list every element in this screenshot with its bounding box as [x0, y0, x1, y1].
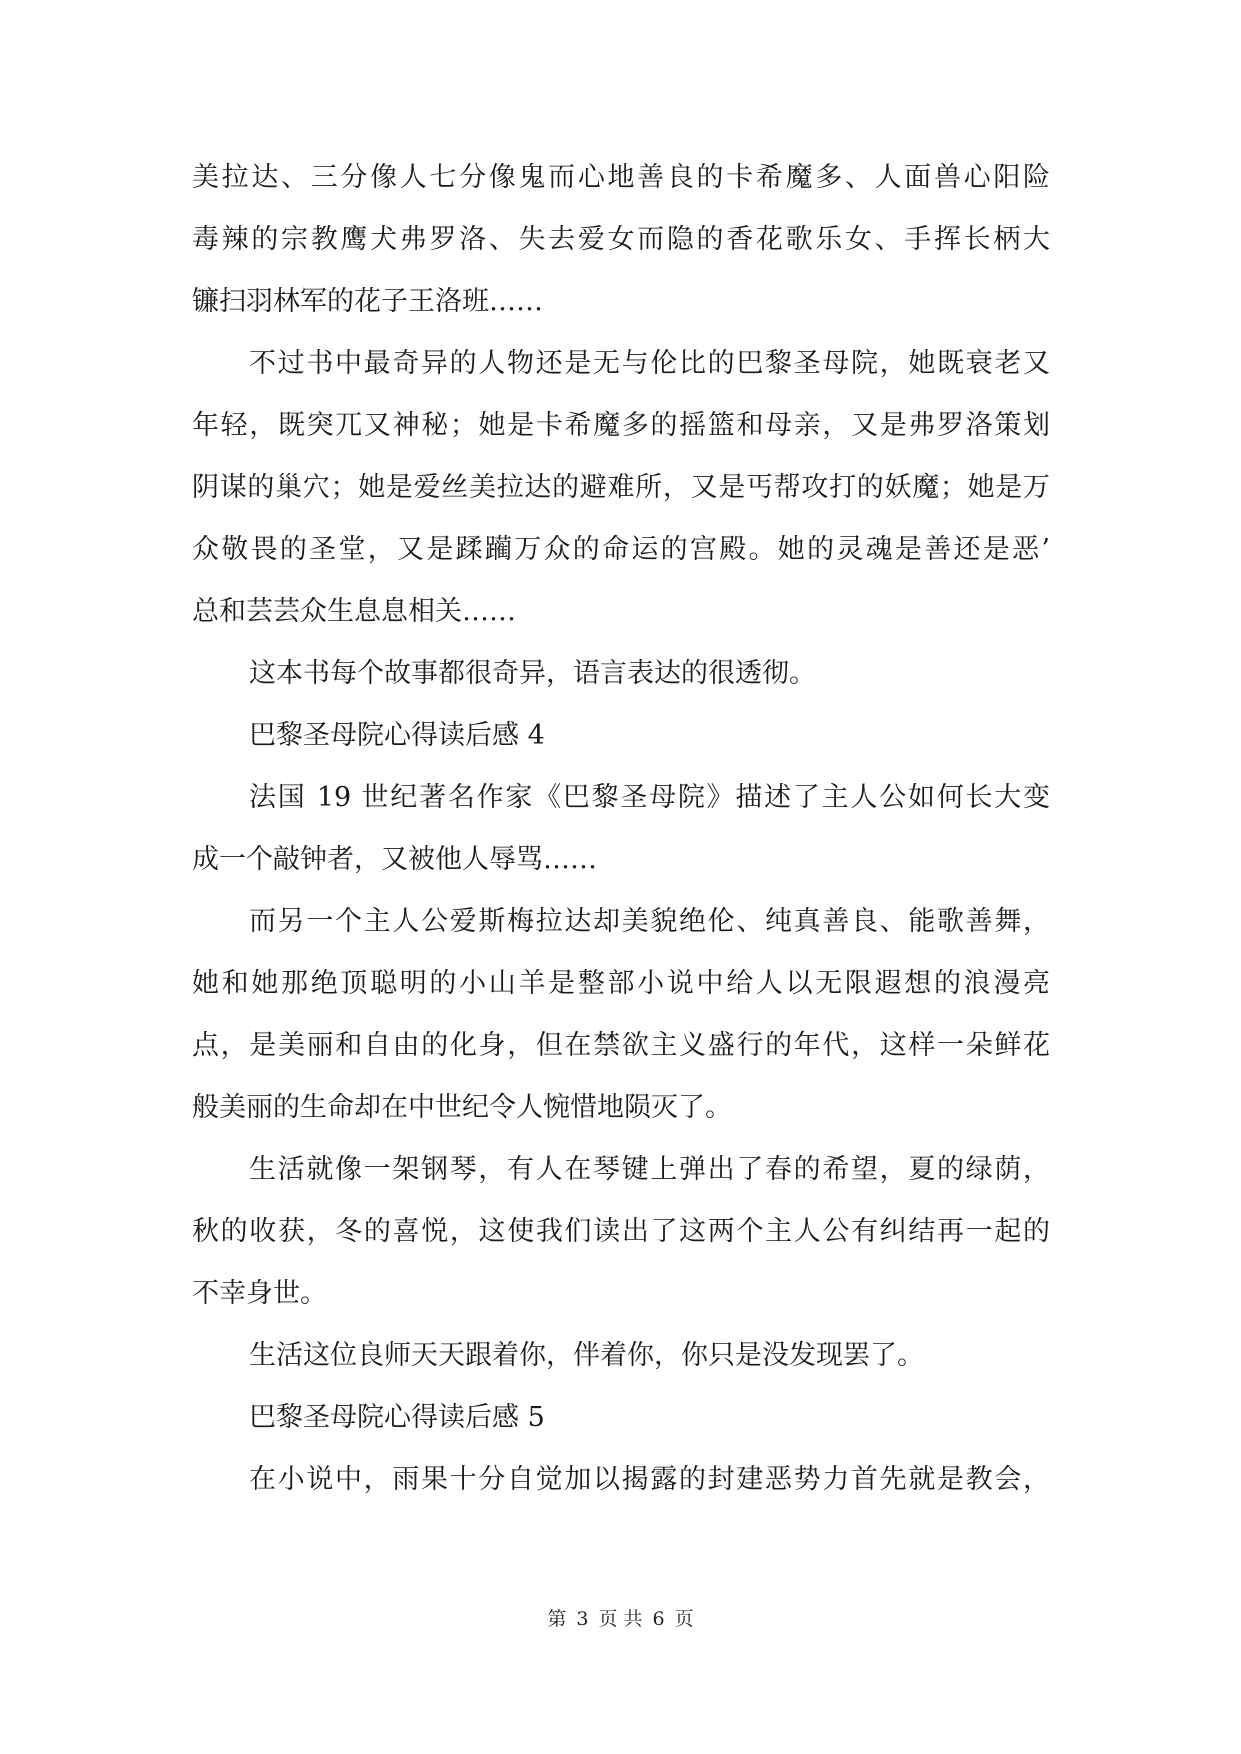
text-line-8: 总和芸芸众生息息相关……: [192, 596, 516, 627]
footer-suffix: 页: [674, 1608, 694, 1630]
text-line-12: 成一个敲钟者，又被他人辱骂……: [192, 844, 597, 875]
text-line-15: 点，是美丽和自由的化身，但在禁欲主义盛行的年代，这样一朵鲜花: [192, 1030, 1050, 1061]
footer-total-pages: 6: [652, 1608, 665, 1630]
text-line-9: 这本书每个故事都很奇异，语言表达的很透彻。: [249, 658, 816, 689]
text-line-18: 秋的收获，冬的喜悦，这使我们读出了这两个主人公有纠结再一起的: [192, 1216, 1050, 1247]
text-line-2: 毒辣的宗教鹰犬弗罗洛、失去爱女而隐的香花歌乐女、手挥长柄大: [192, 224, 1050, 255]
text-line-5: 年轻，既突兀又神秘；她是卡希魔多的摇篮和母亲，又是弗罗洛策划: [192, 410, 1050, 441]
text-line-4: 不过书中最奇异的人物还是无与伦比的巴黎圣母院，她既衰老又: [249, 348, 1050, 379]
section-heading-4: 巴黎圣母院心得读后感 4: [249, 720, 545, 751]
text-line-16: 般美丽的生命却在中世纪令人惋惜地陨灭了。: [192, 1092, 732, 1123]
text-line-7: 众敬畏的圣堂，又是蹂躏万众的命运的宫殿。她的灵魂是善还是恶’: [192, 534, 1050, 565]
text-line-13: 而另一个主人公爱斯梅拉达却美貌绝伦、纯真善良、能歌善舞，: [249, 906, 1050, 937]
text-line-19: 不幸身世。: [192, 1278, 327, 1309]
footer-page-number: 3: [576, 1608, 589, 1630]
text-line-20: 生活这位良师天天跟着你，伴着你，你只是没发现罢了。: [249, 1340, 924, 1371]
text-line-11: 法国 19 世纪著名作家《巴黎圣母院》描述了主人公如何长大变: [249, 782, 1050, 813]
page-footer: [0, 1606, 1241, 1632]
text-line-14: 她和她那绝顶聪明的小山羊是整部小说中给人以无限遐想的浪漫亮: [192, 968, 1050, 999]
text-line-17: 生活就像一架钢琴，有人在琴键上弹出了春的希望，夏的绿荫，: [249, 1154, 1050, 1185]
document-body: [192, 158, 1050, 1522]
text-line-1: 美拉达、三分像人七分像鬼而心地善良的卡希魔多、人面兽心阳险: [192, 162, 1050, 193]
footer-mid: 页 共: [598, 1608, 643, 1630]
section-heading-5: 巴黎圣母院心得读后感 5: [249, 1402, 545, 1433]
footer-prefix: 第: [547, 1608, 567, 1630]
text-line-6: 阴谋的巢穴；她是爱丝美拉达的避难所，又是丐帮攻打的妖魔；她是万: [192, 472, 1050, 503]
text-line-3: 镰扫羽林军的花子王洛班……: [192, 286, 543, 317]
text-line-22: 在小说中，雨果十分自觉加以揭露的封建恶势力首先就是教会，: [249, 1464, 1050, 1495]
